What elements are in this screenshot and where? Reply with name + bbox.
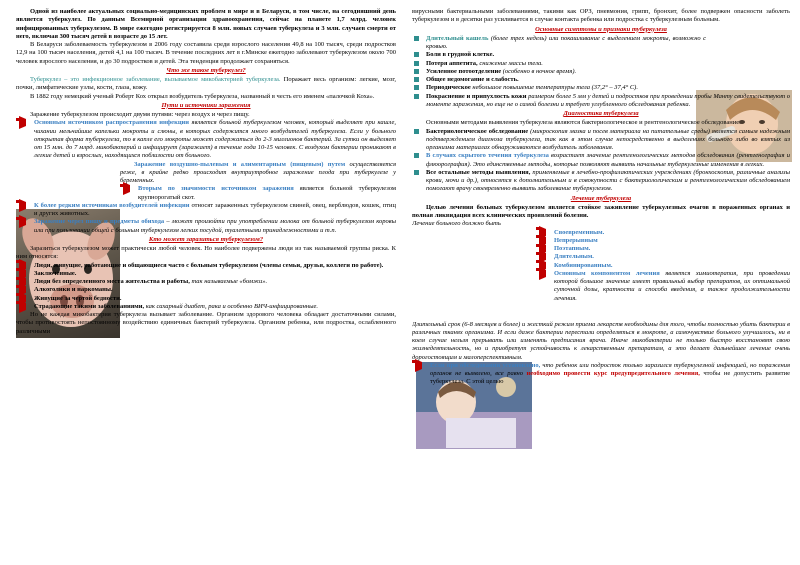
risk-item: Живущие за чертой бедности. [16, 295, 396, 303]
symptom-item: Усиленное потоотделение (особенно в ночное время). [412, 68, 706, 76]
arrow-bullet-icon [16, 303, 31, 311]
risk-item: Люди без определенного места жительства и работы, так называемые «бомжи». [16, 278, 396, 286]
second-source-lead: Вторым по значимости источником заражения [138, 185, 294, 193]
who-intro: Заразиться туберкулезом может практически любой человек. Но наиболее подвержены люди из так называемой группы риска. К ним относятся: [16, 245, 396, 261]
second-source-text: является больной туберкулезом крупнорогатый скот. [138, 185, 396, 201]
treatment-item: Поэтапным. [536, 245, 790, 253]
food-source-item [16, 218, 396, 235]
risk-item: Люди, живущие, работающие и общающиеся часто с больным туберкулезом (члены семьи, друзья, коллеги по работе). [16, 262, 396, 270]
square-bullet-icon [414, 61, 419, 66]
square-bullet-icon [414, 153, 419, 158]
symptom-item: Покраснение и припухлость кожи размером более 5 мм у детей и подростков при проведении пробы Манту свидетельствуют о моменте заражения, но еще не о самой болезни и требует углубленного обследования ребенка. [412, 93, 790, 110]
heading-who-can-be-infected: Кто может заразиться туберкулезом? [148, 235, 264, 243]
outro-paragraph: Но не каждая микобактерия туберкулеза вызывает заболевание. Организм здорового человека обладает достаточными силами, чтобы противостоять непостоянному воздействию единичных бактерий туберкулеза. Организм ребенка, или подростка, ослабленного различными [16, 311, 396, 335]
arrow-bullet-icon [16, 202, 31, 210]
heading-symptoms: Основные симптомы и признаки туберкулеза [535, 25, 667, 33]
treatment-item: Длительным. [536, 253, 790, 261]
heading-treatment: Лечение туберкулеза [570, 194, 632, 202]
ways-intro: Заражение туберкулезом происходит двумя путями: через воздух и через пищу. [30, 111, 250, 118]
symptom-item: Общее недомогание и слабость. [412, 76, 706, 84]
square-bullet-icon [414, 52, 419, 57]
airborne-block [120, 161, 396, 202]
left-column [16, 8, 396, 565]
arrow-bullet-icon [16, 218, 31, 226]
arrow-bullet-icon [412, 362, 427, 370]
treatment-item: Своевременным. [536, 229, 790, 237]
square-bullet-icon [414, 129, 419, 134]
risk-item: Заключенные. [16, 270, 396, 278]
heading-what-is-tb: Что же такое туберкулез? [166, 66, 246, 74]
symptom-item: Длительный кашель (более трех недель) или покашливание с выделением мокроты, возможно с кровью. [412, 35, 706, 52]
airborne-paragraph [120, 161, 396, 186]
definition-paragraph [16, 76, 396, 93]
intro-paragraph-2: В Беларуси заболеваемость туберкулезом в 2006 году составила среди взрослого населения 49,8 на 100 тысяч, среди подростков 12,9 на 100 тысяч населения, детей 4,1 на 100 тысяч. В течение последних лет в г.Минске ежегодно заболевают туберкулезом около 700 человек взрослого населения, и до 30 подростков и детей. Эта тенденция продолжает сохраняться. [16, 41, 396, 65]
square-bullet-icon [414, 36, 419, 41]
square-bullet-icon [414, 69, 419, 74]
second-source-item [120, 185, 396, 202]
treatment-item: Непрерывным [536, 237, 790, 245]
diagnostics-item: Все остальные методы выявления, применяемые в лечебно-профилактических учреждениях (бронхоскопия, различные анализы крови, мочи и др.), относятся к дополнительным и в совокупности с бактериологическим и рентгенологическим обследованием помогают врачу своевременно выявить заболевание туберкулезом. [412, 169, 790, 194]
treatment-must-be: Лечение больного должно быть [412, 220, 501, 228]
risk-item: Алкоголики и наркоманы. [16, 286, 396, 294]
square-bullet-icon [414, 85, 419, 90]
symptoms-list [412, 35, 706, 93]
diagnostics-intro: Основными методами выявления туберкулеза являются бактериологическое и рентгенологическое обследование. [426, 119, 741, 127]
right-column [412, 8, 790, 565]
rare-source-text: относят зараженных туберкулезом свиней, овец, верблюдов, кошек, птиц и других животных. [34, 201, 396, 217]
treatment-item: Комбинированным. [536, 262, 790, 270]
airborne-lead: Заражение воздушно-пылевым и алиментарным (пищевым) путем [134, 160, 346, 168]
symptom-item: Периодическое небольшое повышение температуры тела (37,2° – 37,4° С). [412, 84, 706, 92]
food-source-text: – может произойти при употреблении молока от больной туберкулезом коровы или при пользовании общей с больным туберкулезом легких посудой, туалетными принадлежностями и т.п. [34, 218, 396, 234]
final-item: Если при обследовании установлено, что ребенок или подросток только заразился туберкулезной инфекцией, но поражения органов не выявлено, все равно необходимо провести курс предупредительного лечения, чтобы не допустить развитие туберкулеза. С этой целью [412, 362, 790, 387]
heading-diagnostics: Диагностика туберкулеза [563, 110, 639, 117]
diagnostics-item: Бактериологическое обследование (микроскопия мазка и посев материала на питательные среды) является самым надежным подтверждением диагноза туберкулеза, так как в этом случае непосредственно в выделениях больного либо во взятых из организма материалах обнаруживаются возбудитель заболевания. [412, 128, 790, 153]
diagnostics-item: В случаях скрытого течения туберкулеза возрастает значение рентгенологических методов обследования (рентгенография и флюорография). Это единственные методы, которые позволяют выявить начальные туберкулезные изменения в легких. [412, 152, 790, 169]
definition-lead: Туберкулез – это инфекционное заболевание, вызываемое микобактерией туберкулеза. [30, 76, 281, 83]
definition-text: Поражает весь организм: легкие, мозг, почки, лимфатические узлы, кости, глаза, кожу. [16, 76, 396, 92]
rare-source-item [16, 202, 396, 219]
arrow-bullet-icon [120, 185, 135, 193]
main-source-lead: Основным источником распространения инфекции [34, 119, 190, 127]
rare-source-lead: К более редким источникам возбудителей инфекции [34, 201, 190, 209]
square-bullet-icon [414, 170, 419, 175]
heading-ways-of-infection: Пути и источники заражения [161, 101, 251, 109]
main-source-text: является больной туберкулезом человек, который выделяет при кашле, чихании мельчайшие капельки мокроты и слюны, в которых содержится много возбудителей туберкулеза. Если у больного открытая форма туберкулеза, то в капле его мокроты может содержаться до 2-3 миллионов бактерий. За сутки он выделяет от 15 млн. до 7 млрд. микобактерий и инфицирует (заражает) в течение года 10-15 человек. С воздухом бактерии проникают в легкие детей и взрослых, находящихся поблизости от больного. [34, 119, 396, 160]
symptom-item: Боли в грудной клетке. [412, 51, 706, 59]
food-source-lead: Заражение через пищу и предметы обихода [34, 218, 165, 226]
continuation-paragraph: вирусными бактериальными заболеваниями, такими как ОРЗ, пневмония, грипп, бронхит, более подвержен опасности заболеть туберкулезом и в десятки раз усиливается в случае контакта ребенка или подростка с туберкулезным больным. [412, 8, 790, 24]
intro-paragraph-1: Одной из наиболее актуальных социально-медицинских проблем в мире и в Беларуси, в том числе, на сегодняшний день является туберкулез. По данным Всемирной организации здравоохранения, сейчас на планете 1,7 млрд. человек инфицированных туберкулезом. В мире ежегодно регистрируется 8 млн. новых случаев туберкулеза и 3 млн. случаев смерти от него, включая 300 тысяч детей в возрасте до 15 лет. [16, 8, 396, 40]
risk-item: Страдающие такими заболеваниями, как сахарный диабет, рака и особенно ВИЧ-инфицированные. [16, 303, 396, 311]
airborne-text: осуществляется реже, в крайне редко происходит внутриутробное заражение плода при туберкулезе у беременных. [120, 160, 396, 184]
history-paragraph: В 1882 году немецкий ученый Роберт Кох открыл возбудитель туберкулеза, названный в честь его именем «палочкой Коха». [30, 92, 375, 100]
main-source-item [16, 119, 396, 160]
square-bullet-icon [414, 77, 419, 82]
duration-paragraph: Длительный срок (6-8 месяцев и более) и жесткий режим приема лекарств необходимы для того, чтобы полностью убить бактерии в различных тканях организма. И если даже бактерии перестали определяться в мокроте, а самочувствие больного улучшилось, ни в коем случае нельзя прерывать или изменять предписания врача. Иначе микобактерии не только быстро восстановят свою жизнедеятельность, но и приобретут устойчивость к лекарственным препаратам, а это делает дальнейшее лечение очень дорогостоящим и малоперспективным. [412, 320, 790, 361]
arrow-bullet-icon [16, 119, 31, 127]
treatment-goal: Целью лечения больных туберкулезом является стойкое заживление туберкулезных очагов в пораженных органах и полная ликвидация всех клинических проявлений болезни. [412, 203, 790, 219]
symptom-item: Потеря аппетита, снижение массы тела. [412, 60, 706, 68]
chemotherapy-item: Основным компонентом лечения является химиотерапия, при проведении которой большое значение имеет правильный выбор препаратов, их оптимальной суточной дозы, кратности и способа введения, а также продолжительности лечения. [536, 270, 790, 303]
treatment-block [536, 229, 790, 321]
arrow-bullet-icon [536, 270, 551, 278]
square-bullet-icon [414, 94, 419, 99]
